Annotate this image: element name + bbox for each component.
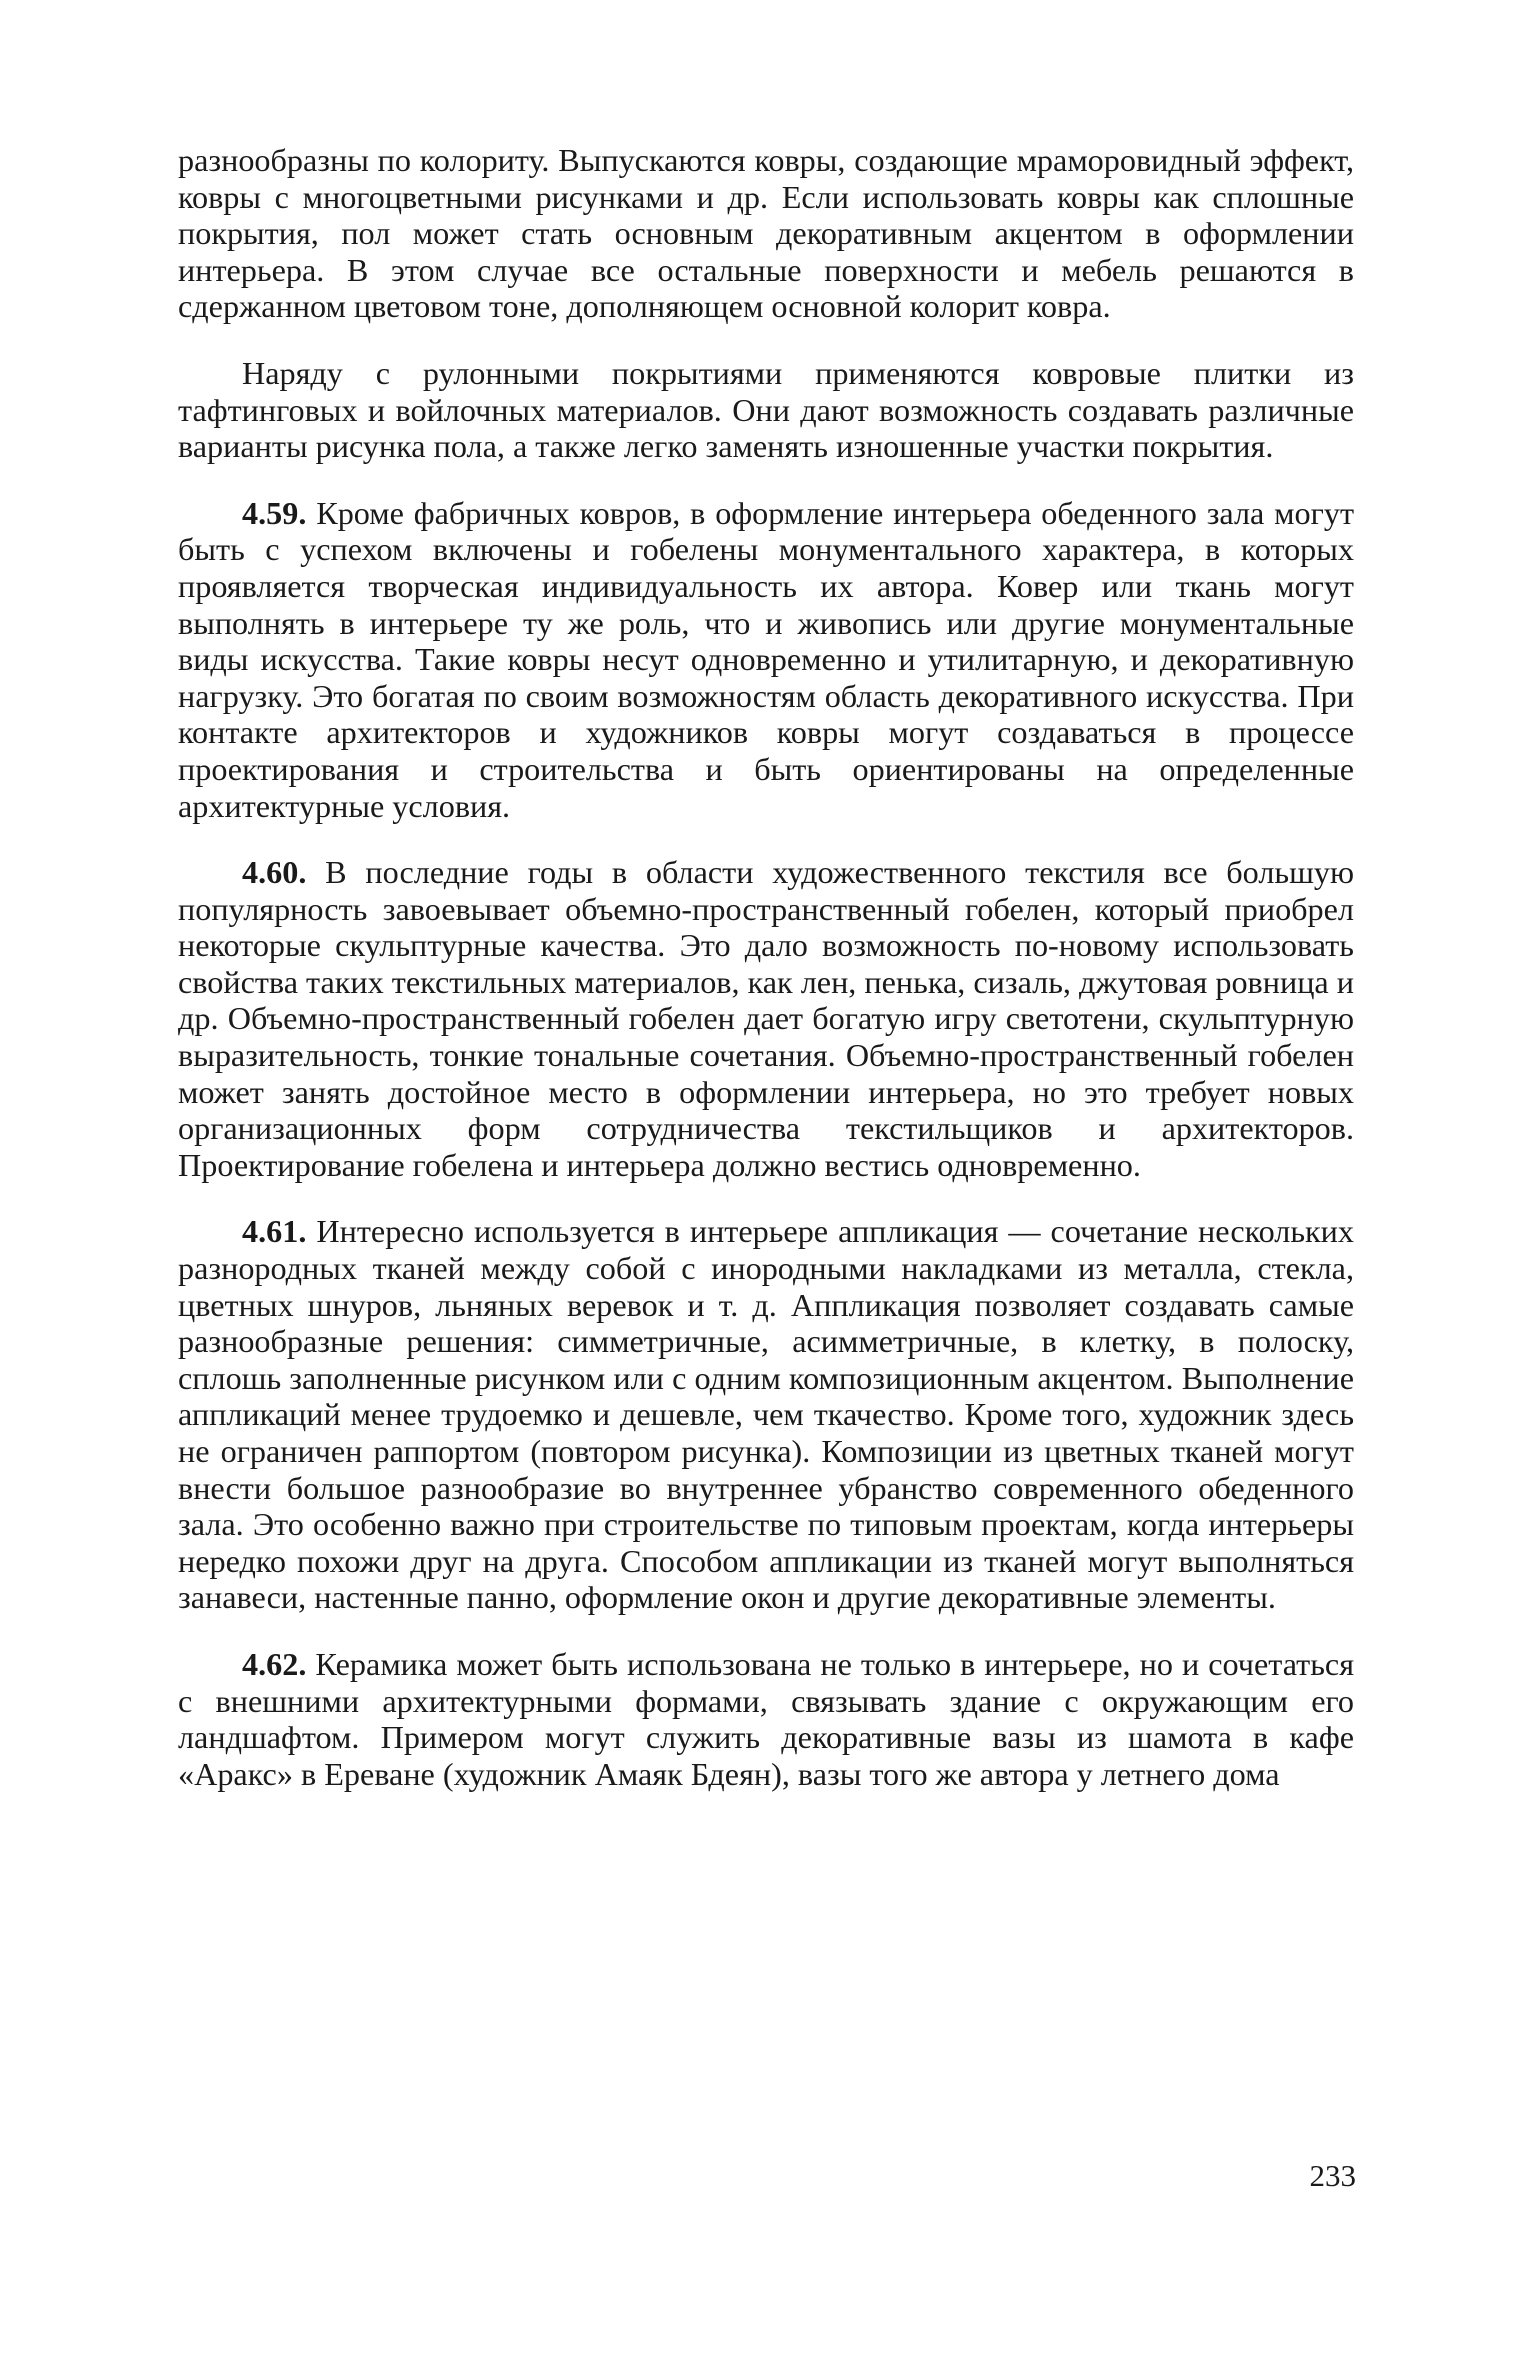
paragraph-text: Наряду с рулонными покрытиями применяются ковровые плитки из тафтинговых и войлочных материалов. Они дают возможность создавать различные варианты рисунка пола, а также легко заменять изношенные участки покрытия. [178,354,1354,465]
section-number: 4.59. [242,494,307,531]
paragraph-text: Керамика может быть использована не только в интерьере, но и сочетаться с внешними архитектурными формами, связывать здание с окружающим его ландшафтом. Примером могут служить декоративные вазы из шамота в кафе «Аракс» в Ереване (художник Амаяк Бдеян), вазы того же автора у летнего дома [178,1645,1354,1792]
section-number: 4.61. [242,1213,307,1250]
page-number: 233 [1309,2158,1356,2193]
body-text [178,142,1354,1792]
paragraph-4-59 [178,495,1354,824]
paragraph-text: Интересно используется в интерьере аппликация — сочетание нескольких разнородных тканей между собой с инородными накладками из металла, стекла, цветных шнуров, льняных веревок и т. д. Аппликация позволяет создавать самые разнообразные решения: симметричные, асимметричные, в клетку, в полоску, сплошь заполненные рисунком или с одним композиционным акцентом. Выполнение аппликаций менее трудоемко и дешевле, чем ткачество. Кроме того, художник здесь не ограничен раппортом (повтором рисунка). Композиции из цветных тканей могут внести большое разнообразие во внутреннее убранство современного обеденного зала. Это особенно важно при строительстве по типовым проектам, когда интерьеры нередко похожи друг на друга. Способом аппликации из тканей могут выполняться занавеси, настенные панно, оформление окон и другие декоративные элементы. [178,1213,1355,1616]
paragraph-4-62 [178,1646,1354,1792]
paragraph-4-61 [178,1213,1354,1616]
paragraph-text: В последние годы в области художественного текстиля все большую популярность завоевывает объемно-пространственный гобелен, который приобрел некоторые скульптурные качества. Это дало возможность по-новому использовать свойства таких текстильных материалов, как лен, пенька, сизаль, джутовая ровница и др. Объемно-пространственный гобелен дает богатую игру светотени, скульптурную выразительность, тонкие тональные сочетания. Объемно-пространственный гобелен может занять достойное место в оформлении интерьера, но это требует новых организационных форм сотрудничества текстильщиков и архитекторов. Проектирование гобелена и интерьера должно вестись одновременно. [178,854,1354,1183]
paragraph-carpet-tiles [178,355,1354,465]
paragraph-text: Кроме фабричных ковров, в оформление интерьера обеденного зала могут быть с успехом включены и гобелены монументального характера, в которых проявляется творческая индивидуальность их автора. Ковер или ткань могут выполнять в интерьере ту же роль, что и живопись или другие монументальные виды искусства. Такие ковры несут одновременно и утилитарную, и декоративную нагрузку. Это богатая по своим возможностям область декоративного искусства. При контакте архитекторов и художников ковры могут создаваться в процессе проектирования и строительства и быть ориентированы на определенные архитектурные условия. [178,494,1355,824]
paragraph-text: разнообразны по колориту. Выпускаются ковры, создающие мраморовидный эффект, ковры с многоцветными рисунками и др. Если использовать ковры как сплошные покрытия, пол может стать основным декоративным акцентом в оформлении интерьера. В этом случае все остальные поверхности и мебель решаются в сдержанном цветовом тоне, дополняющем основной колорит ковра. [178,142,1354,325]
section-number: 4.60. [242,854,307,891]
paragraph-continuation [178,142,1354,325]
section-number: 4.62. [242,1645,307,1682]
paragraph-4-60 [178,854,1354,1183]
